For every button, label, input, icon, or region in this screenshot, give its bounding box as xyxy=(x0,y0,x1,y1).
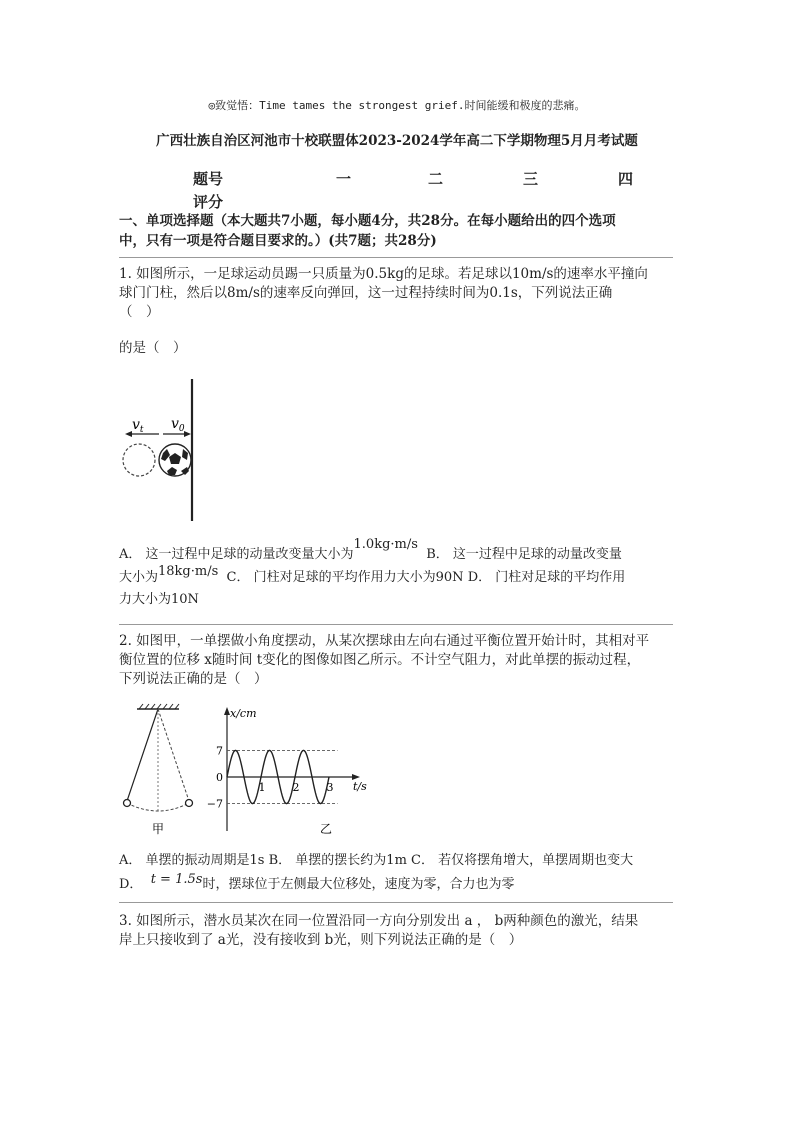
x-tick-label: 2 xyxy=(292,781,300,794)
y-tick-label: 0 xyxy=(216,771,223,784)
q1-line1: 1. 如图所示，一足球运动员踢一只质量为0.5kg的足球。若足球以10m/s的速率水平撞向 xyxy=(119,266,648,282)
y-tick-label: 7 xyxy=(216,744,223,758)
divider xyxy=(119,624,673,625)
q2-option-d-math: t = 1.5s xyxy=(150,872,203,887)
label-v0: $v_0$ xyxy=(171,416,185,434)
q2-option-d-text: 时，摆球位于左侧最大位移处，速度为零，合力也为零 xyxy=(202,877,515,892)
q1-option-d[interactable]: D． 门柱对足球的平均作用 xyxy=(467,570,626,585)
score-col-4: 四 xyxy=(618,170,634,188)
question-1 xyxy=(119,265,677,322)
q2-line3: 下列说法正确的是（ ） xyxy=(119,671,268,687)
section-1-line1: 一、单项选择题（本大题共7小题，每小题4分，共28分。在每小题给出的四个选项 xyxy=(119,213,616,229)
x-tick-label: 1 xyxy=(258,781,266,794)
exam-title: 广西壮族自治区河池市十校联盟体2023-2024学年高二下学期物理5月月考试题 xyxy=(156,133,638,149)
q1-figure xyxy=(115,375,205,525)
score-col-1: 一 xyxy=(336,170,352,188)
x-tick-label: 3 xyxy=(326,781,334,794)
header-note: ◎致觉悟：Time tames the strongest grief.时间能缓和极度的悲痛。 xyxy=(208,99,586,112)
section-1-line2: 中，只有一项是符合题目要求的。）(共7题；共28分) xyxy=(119,233,437,249)
label-yi: 乙 xyxy=(320,822,333,836)
q3-line1: 3. 如图所示，潜水员某次在同一位置沿同一方向分别发出 a ， b两种颜色的激光，结果 xyxy=(119,913,639,929)
label-vt: $v_t$ xyxy=(132,417,144,435)
q1-option-c[interactable]: C． 门柱对足球的平均作用力大小为90N xyxy=(226,570,464,585)
score-col-2: 二 xyxy=(428,170,444,188)
x-axis-label: t/s xyxy=(353,780,367,793)
y-tick-label: −7 xyxy=(206,797,223,811)
question-2 xyxy=(119,632,677,689)
dashed-ball xyxy=(123,444,155,476)
q1-option-b-value: 18kg·m/s xyxy=(158,564,219,579)
section-1-heading xyxy=(119,211,679,251)
score-table-row-label: 题号 xyxy=(193,170,224,188)
divider xyxy=(119,257,673,258)
q1-line3: （ ） xyxy=(119,304,160,320)
pendulum-string xyxy=(127,709,158,801)
q2-option-a[interactable]: A． 单摆的振动周期是1s xyxy=(119,853,265,868)
score-table-score-label: 评分 xyxy=(193,193,224,211)
y-axis-label: x/cm xyxy=(230,707,257,720)
q2-xt-graph xyxy=(206,703,385,838)
q3-line2: 岸上只接收到了 a光，没有接收到 b光，则下列说法正确的是（ ） xyxy=(119,932,523,948)
q1-line2: 球门门柱，然后以8m/s的速率反向弹回，这一过程持续时间为0.1s，下列说法正确 xyxy=(119,285,613,301)
arrow-vt-head xyxy=(125,431,132,437)
q2-options xyxy=(119,850,677,895)
label-jia: 甲 xyxy=(152,822,165,836)
pendulum-bob xyxy=(124,800,131,807)
pendulum-bob-ghost xyxy=(186,800,193,807)
q2-line1: 2. 如图甲，一单摆做小角度摆动，从某次摆球由左向右通过平衡位置开始计时，其相对平 xyxy=(119,633,650,649)
arrow-v0-head xyxy=(184,431,191,437)
q1-option-d-cont: 力大小为10N xyxy=(119,592,199,607)
q2-option-c[interactable]: C． 若仅将摆角增大，单摆周期也变大 xyxy=(411,853,634,868)
soccer-ball-icon xyxy=(159,444,191,476)
score-col-3: 三 xyxy=(523,170,539,188)
q2-line2: 衡位置的位移 x随时间 t变化的图像如图乙所示。不计空气阻力，对此单摆的振动过程， xyxy=(119,652,641,668)
q1-options xyxy=(119,537,677,610)
q2-option-b[interactable]: B． 单摆的摆长约为1m xyxy=(268,853,407,868)
q1-option-b[interactable]: B． 这一过程中足球的动量改变量 xyxy=(426,547,622,562)
q2-option-d[interactable]: D． xyxy=(119,877,143,892)
q1-option-a-value: 1.0kg·m/s xyxy=(353,537,418,552)
divider xyxy=(119,902,673,903)
pendulum-string-dashed xyxy=(158,709,189,801)
question-3 xyxy=(119,912,677,950)
q1-option-a[interactable]: A． 这一过程中足球的动量改变量大小为 xyxy=(119,547,354,562)
q2-pendulum-figure xyxy=(115,703,205,838)
q1-option-b-cont: 大小为 xyxy=(119,570,159,585)
q1-line4: 的是（ ） xyxy=(119,340,187,356)
